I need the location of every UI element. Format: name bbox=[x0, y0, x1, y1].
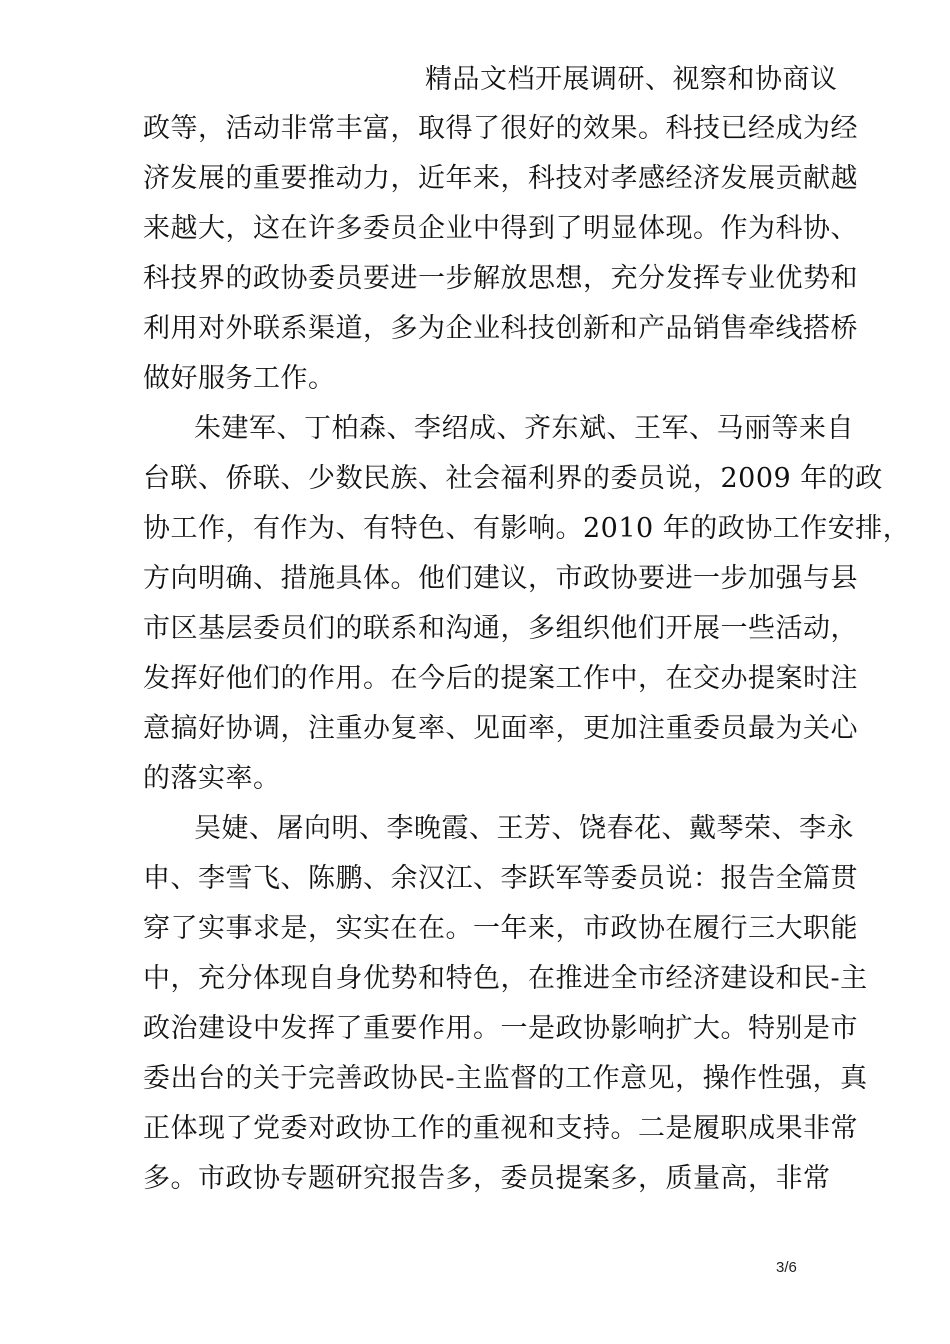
text-line: 多。市政协专题研究报告多，委员提案多，质量高，非常 bbox=[143, 1163, 831, 1194]
text-line: 政治建设中发挥了重要作用。一是政协影响扩大。特别是市 bbox=[143, 1013, 858, 1044]
text-line: 市区基层委员们的联系和沟通，多组织他们开展一些活动， bbox=[143, 613, 858, 644]
text-line: 做好服务工作。 bbox=[143, 363, 336, 394]
text-line: 科技界的政协委员要进一步解放思想，充分发挥专业优势和 bbox=[143, 263, 858, 294]
text-line: 协工作，有作为、有特色、有影响。2010 年的政协工作安排， bbox=[143, 513, 911, 544]
text-line: 方向明确、措施具体。他们建议，市政协要进一步加强与县 bbox=[143, 563, 858, 594]
text-line: 中，充分体现自身优势和特色，在推进全市经济建设和民-主 bbox=[143, 963, 868, 994]
paragraph-start-line: 吴婕、屠向明、李晚霞、王芳、饶春花、戴琴荣、李永 bbox=[194, 813, 854, 844]
text-line: 的落实率。 bbox=[143, 763, 281, 794]
text-line: 正体现了党委对政协工作的重视和支持。二是履职成果非常 bbox=[143, 1113, 858, 1144]
text-line: 政等，活动非常丰富，取得了很好的效果。科技已经成为经 bbox=[143, 113, 858, 144]
text-line: 委出台的关于完善政协民-主监督的工作意见，操作性强，真 bbox=[143, 1063, 868, 1094]
text-line: 穿了实事求是，实实在在。一年来，市政协在履行三大职能 bbox=[143, 913, 858, 944]
paragraph-start-line: 朱建军、丁柏森、李绍成、齐东斌、王军、马丽等来自 bbox=[194, 413, 854, 444]
text-line: 申、李雪飞、陈鹏、余汉江、李跃军等委员说：报告全篇贯 bbox=[143, 863, 858, 894]
text-line: 济发展的重要推动力，近年来，科技对孝感经济发展贡献越 bbox=[143, 163, 858, 194]
text-line: 利用对外联系渠道，多为企业科技创新和产品销售牵线搭桥 bbox=[143, 313, 858, 344]
text-line: 意搞好协调，注重办复率、见面率，更加注重委员最为关心 bbox=[143, 713, 858, 744]
text-line: 发挥好他们的作用。在今后的提案工作中，在交办提案时注 bbox=[143, 663, 858, 694]
page-number: 3/6 bbox=[776, 1259, 797, 1276]
text-line: 来越大，这在许多委员企业中得到了明显体现。作为科协、 bbox=[143, 213, 858, 244]
text-line: 精品文档开展调研、视察和协商议 bbox=[425, 64, 838, 95]
text-line: 台联、侨联、少数民族、社会福利界的委员说，2009 年的政 bbox=[143, 463, 883, 494]
